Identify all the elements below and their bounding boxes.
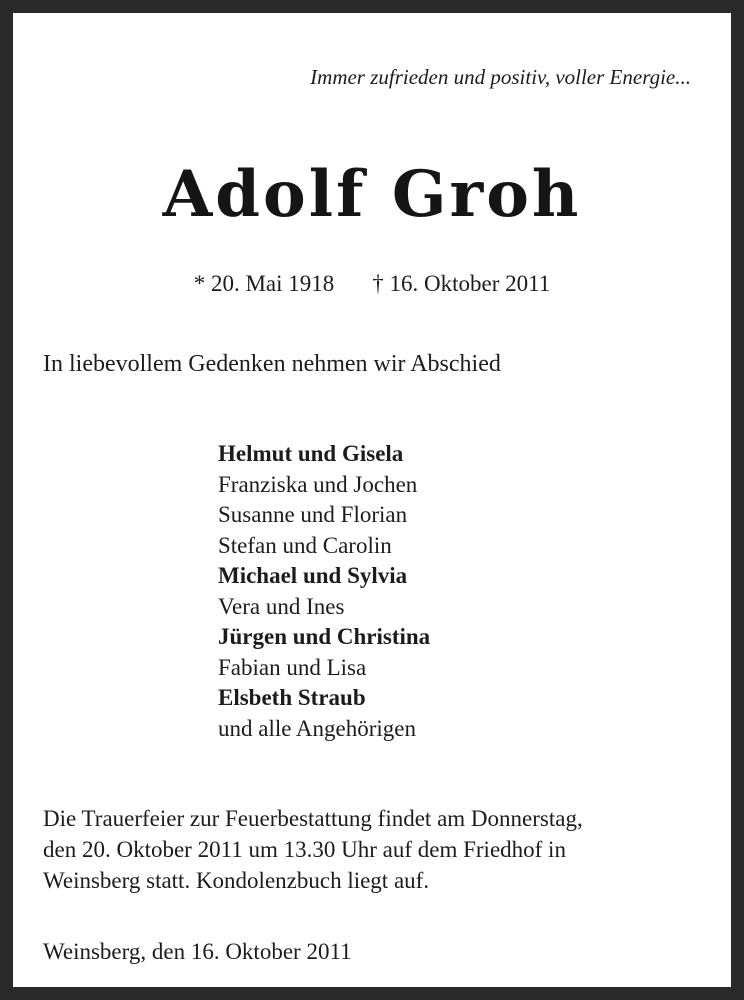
birth-date: * 20. Mai 1918	[193, 271, 335, 296]
place-and-date: Weinsberg, den 16. Oktober 2011	[43, 939, 352, 964]
ceremony-line: den 20. Oktober 2011 um 13.30 Uhr auf dem Friedhof in	[43, 837, 566, 862]
mourner-entry: Vera und Ines	[218, 593, 345, 619]
death-date: † 16. Oktober 2011	[372, 271, 551, 296]
mourner-entry: Helmut und Gisela	[218, 441, 404, 466]
ceremony-line: Weinsberg statt. Kondolenzbuch liegt auf.	[43, 868, 430, 893]
mourner-entry: Franziska und Jochen	[218, 471, 418, 497]
motto-quote: Immer zufrieden und positiv, voller Energie...	[310, 65, 691, 89]
farewell-intro: In liebevollem Gedenken nehmen wir Abschied	[43, 351, 501, 377]
mourner-entry: Susanne und Florian	[218, 502, 408, 527]
mourner-entry: Stefan und Carolin	[218, 532, 392, 558]
mourner-entry: und alle Angehörigen	[218, 715, 417, 741]
mourner-entry: Michael und Sylvia	[218, 563, 408, 588]
mourner-entry: Jürgen und Christina	[218, 624, 431, 649]
life-dates	[13, 271, 731, 297]
mourner-entry: Fabian und Lisa	[218, 654, 367, 680]
ceremony-line: Die Trauerfeier zur Feuerbestattung findet am Donnerstag,	[43, 806, 583, 831]
ceremony-details	[43, 803, 583, 896]
mourner-entry: Elsbeth Straub	[218, 685, 366, 710]
mourners-list	[218, 439, 430, 744]
deceased-name: Adolf Groh	[162, 157, 582, 232]
